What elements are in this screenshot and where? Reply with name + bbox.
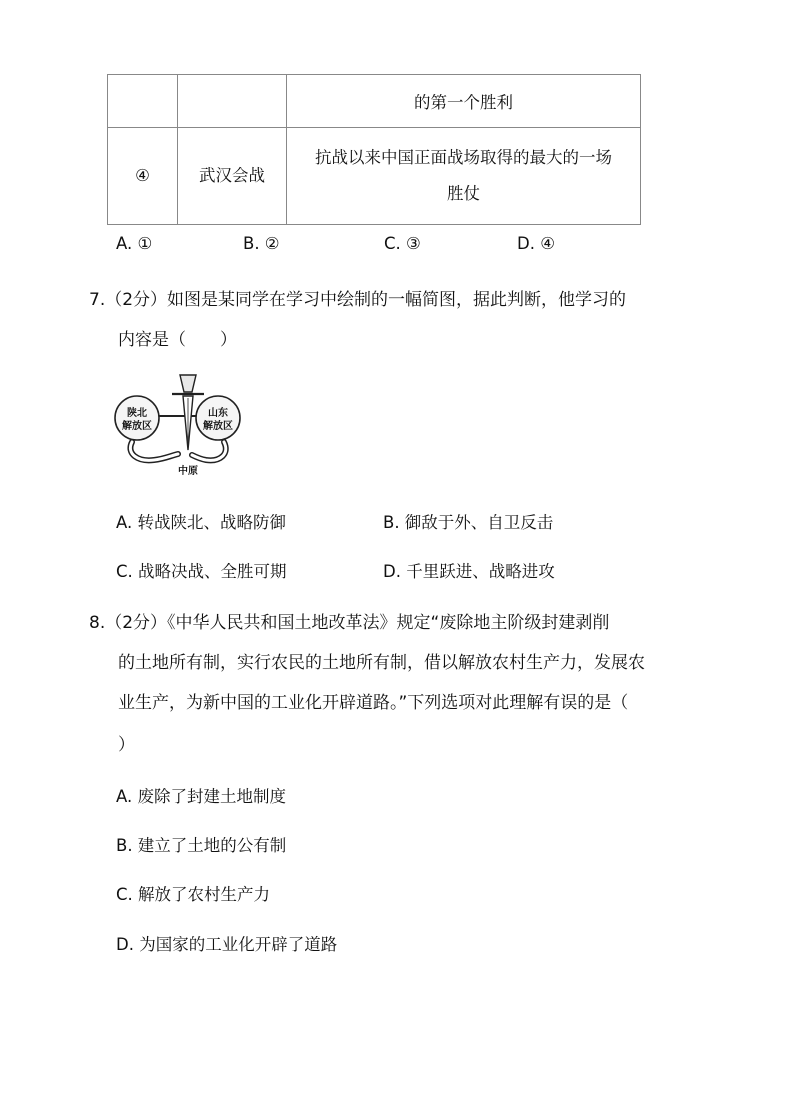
left-region-label: 陕北 bbox=[127, 408, 147, 419]
table-row bbox=[108, 75, 641, 128]
q7-stem-line: 7.（2分）如图是某同学在学习中绘制的一幅简图，据此判断，他学习的 bbox=[89, 290, 627, 310]
q7-option-c[interactable]: C. 战略决战、全胜可期 bbox=[116, 562, 287, 581]
q7-stem-line: 内容是（ ） bbox=[118, 330, 237, 350]
q7-option-a[interactable]: A. 转战陕北、战略防御 bbox=[116, 513, 286, 532]
q6-option-c[interactable]: C. ③ bbox=[384, 234, 421, 253]
sword-hilt bbox=[180, 375, 196, 392]
q8-option-c[interactable]: C. 解放了农村生产力 bbox=[116, 885, 271, 904]
right-region-label: 解放区 bbox=[203, 421, 233, 432]
q7-map-figure bbox=[108, 370, 248, 482]
q8-stem-line: 业生产，为新中国的工业化开辟道路。”下列选项对此理解有误的是（ bbox=[118, 693, 629, 713]
q8-stem-line: 的土地所有制，实行农民的土地所有制，借以解放农村生产力，发展农 bbox=[118, 653, 645, 673]
q8-option-d[interactable]: D. 为国家的工业化开辟了道路 bbox=[116, 935, 338, 954]
battle-table bbox=[107, 74, 641, 225]
left-region-label: 解放区 bbox=[122, 421, 152, 432]
q8-option-a[interactable]: A. 废除了封建土地制度 bbox=[116, 787, 286, 806]
q7-option-b[interactable]: B. 御敌于外、自卫反击 bbox=[383, 513, 554, 532]
q6-option-b[interactable]: B. ② bbox=[243, 234, 280, 253]
q6-option-d[interactable]: D. ④ bbox=[517, 234, 555, 253]
center-region-label: 中原 bbox=[178, 466, 198, 477]
q8-stem-line: 8.（2分）《中华人民共和国土地改革法》规定“废除地主阶级封建剥削 bbox=[89, 613, 610, 633]
significance-line: 胜仗 bbox=[447, 184, 480, 203]
table-cell-significance bbox=[287, 75, 641, 128]
table-row bbox=[108, 128, 641, 225]
right-region-label: 山东 bbox=[208, 408, 228, 419]
q6-option-a[interactable]: A. ① bbox=[116, 234, 153, 253]
table-cell-num: ④ bbox=[108, 128, 178, 225]
table-cell-battle bbox=[178, 75, 287, 128]
significance-line: 抗战以来中国正面战场取得的最大的一场 bbox=[315, 148, 612, 167]
q7-option-d[interactable]: D. 千里跃进、战略进攻 bbox=[383, 562, 555, 581]
table-cell-significance bbox=[287, 128, 641, 225]
q8-stem-line: ） bbox=[118, 735, 135, 755]
significance-line: 的第一个胜利 bbox=[414, 93, 513, 112]
q8-option-b[interactable]: B. 建立了土地的公有制 bbox=[116, 836, 287, 855]
table-cell-battle: 武汉会战 bbox=[178, 128, 287, 225]
table-cell-num bbox=[108, 75, 178, 128]
